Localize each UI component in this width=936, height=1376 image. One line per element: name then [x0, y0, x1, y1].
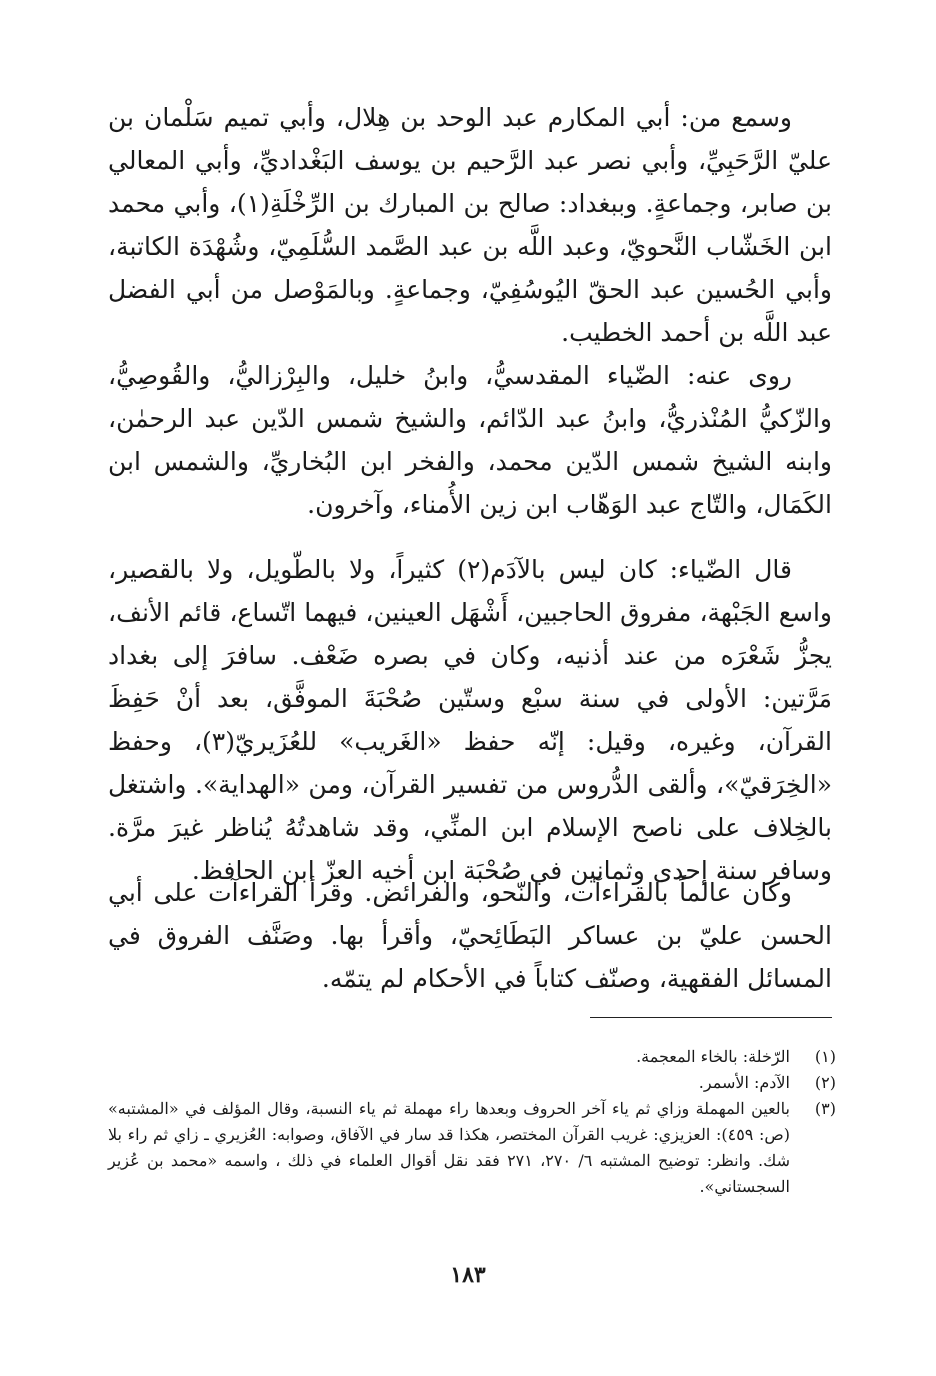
footnote-1	[108, 1044, 836, 1070]
footnote-separator	[590, 1017, 832, 1018]
footnote-text: بالعين المهملة وزاي ثم ياء آخر الحروف وبعدها راء مهملة ثم ياء النسبة، وقال المؤلف في «المشتبه» (ص: ٤٥٩): العزيزي: غريب القرآن المختصر، هكذا قد سار في الآفاق، وصوابه: العُزيري ـ زاي ثم راء بلا شك. وانظر: توضيح المشتبه ٦/ ٢٧٠، ٢٧١ فقد نقل أقوال العلماء في ذلك ، واسمه «محمد بن عُزير السجستاني».	[108, 1099, 790, 1196]
footnote-text: الرّخلة: بالخاء المعجمة.	[636, 1047, 790, 1066]
paragraph-2: روى عنه: الضّياء المقدسيُّ، وابنُ خليل، والبِرْزاليُّ، والقُوصِيُّ، والزّكيُّ المُنْذريُّ، وابنُ عبد الدّائم، والشيخ شمس الدّين عبد الرحمٰن، وابنه الشيخ شمس الدّين محمد، والفخر ابن البُخاريِّ، والشمس ابن الكَمَال، والتّاج عبد الوَهّاب ابن زين الأُمناء، وآخرون.	[108, 361, 832, 519]
footnote-3	[108, 1096, 836, 1200]
footnote-number: (١)	[814, 1047, 836, 1066]
page-number: ١٨٣	[450, 1262, 486, 1288]
footnote-text: الآدم: الأسمر.	[698, 1073, 790, 1092]
footnotes	[108, 1044, 836, 1200]
footnote-number: (٣)	[814, 1099, 836, 1118]
paragraph-4: وكان عالماً بالقراءآت، والنّحو، والفرائض. وقرأ القراءآت على أبي الحسن عليّ بن عساكر البَطَائِحيّ، وأقرأ بها. وصَنَّف الفروق في المسائل الفقهية، وصنّف كتاباً في الأحكام لم يتمّه.	[108, 878, 832, 993]
footnote-2	[108, 1070, 836, 1096]
paragraph-1: وسمع من: أبي المكارم عبد الوحد بن هِلال، وأبي تميم سَلْمان بن عليّ الرَّحَبِيِّ، وأبي نصر عبد الرَّحيم بن يوسف البَغْداديِّ، وأبي المعالي بن صابر، وجماعةٍ. وببغداد: صالح بن المبارك بن الرِّخْلَةِ(١)، وأبي محمد ابن الخَشّاب النَّحويّ، وعبد اللَّه بن عبد الصَّمد السُّلَمِيّ، وشُهْدَة الكاتبة، وأبي الحُسين عبد الحقّ اليُوسُفِيّ، وجماعةٍ. وبالمَوْصل من أبي الفضل عبد اللَّه بن أحمد الخطيب.	[108, 103, 833, 347]
paragraph-3: قال الضّياء: كان ليس بالآدَم(٢) كثيراً، ولا بالطّويل، ولا بالقصير، واسع الجَبْهة، مفروق الحاجبين، أَشْهَل العينين، فيهما اتّساع، قائم الأنف، يجزُّ شَعْرَه من عند أذنيه، وكان في بصره ضَعْف. سافرَ إلى بغداد مَرَّتين: الأولى في سنة سبْع وستّين صُحْبَةَ الموفَّق، بعد أنْ حَفِظَ القرآن، وغيره، وقيل: إنّه حفظ «الغَريب» للعُزَيريّ(٣)، وحفظ «الخِرَقيّ»، وألقى الدُّروس من تفسير القرآن، ومن «الهداية». واشتغل بالخِلاف على ناصح الإسلام ابن المنِّي، وقد شاهدتُهُ يُناظر غيرَ مرَّة. وسافر سنة إحدى وثمانين في صُحْبَة ابن أخيه العزّ ابن الحافظ.	[108, 555, 832, 885]
footnote-number: (٢)	[814, 1073, 836, 1092]
